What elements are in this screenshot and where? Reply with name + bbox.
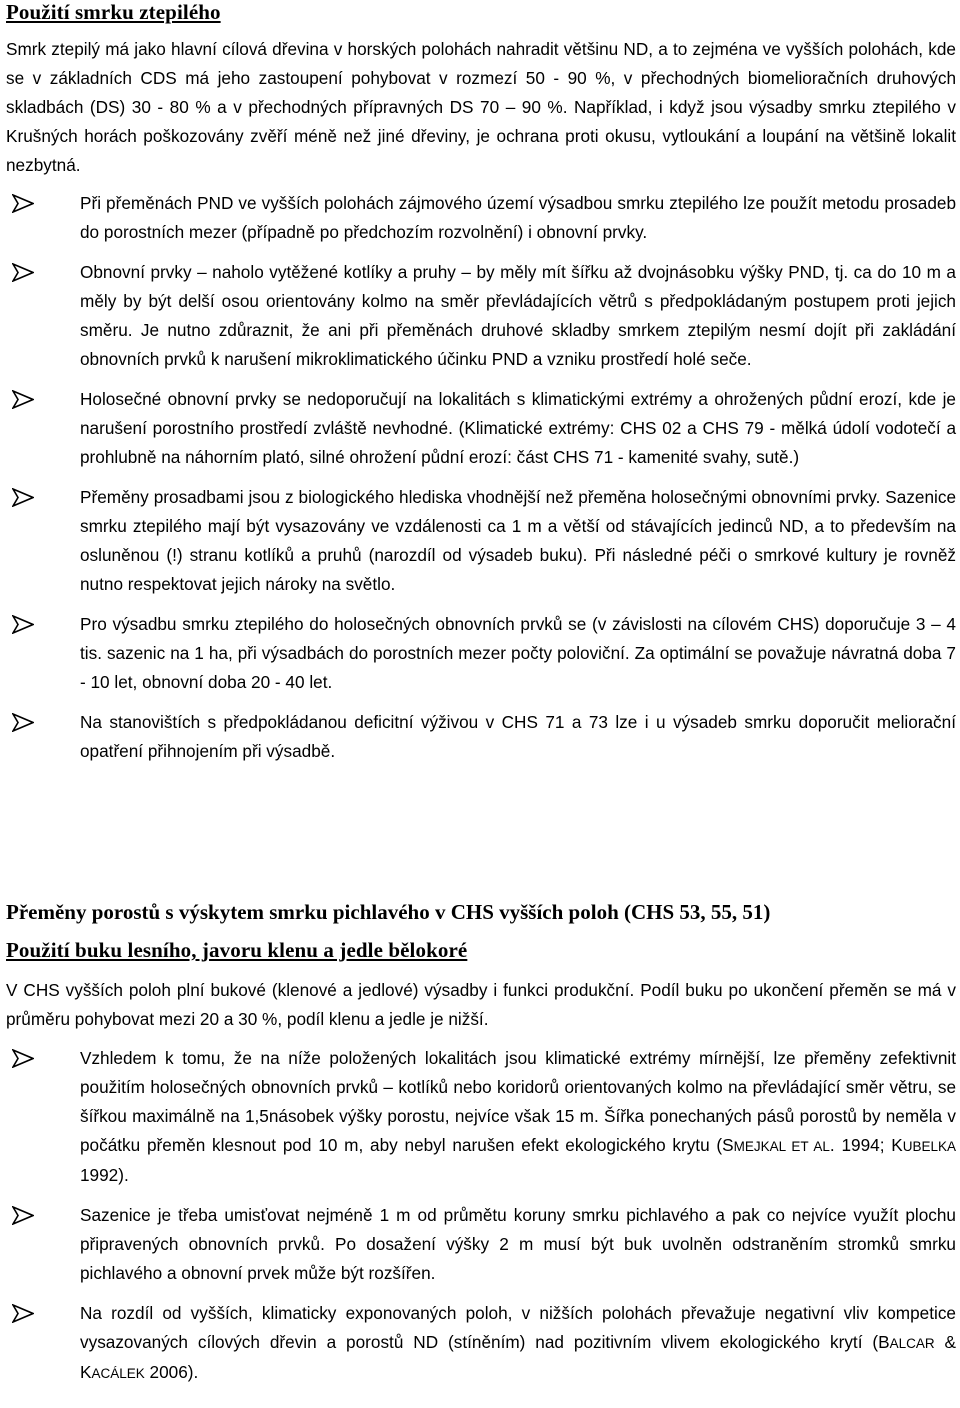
author-citation: BALCAR (878, 1332, 935, 1352)
list-item (0, 189, 956, 247)
arrowhead-bullet-icon (12, 488, 34, 507)
author-citation: SMEJKAL ET AL (722, 1135, 830, 1155)
list-item-text: Přeměny prosadbami jsou z biologického hlediska vhodnější než přeměna holosečnými obnovními prvky. Sazenice smrku ztepilého mají být vysazovány ve vzdálenosti ca 1 m a větší od stávajících jedinců ND, a to především na osluněnou (!) stranu kotlíků a pruhů (narozdíl od výsadeb buku). Při následné péči o smrkové kultury je rovněž nutno respektovat jejich nároky na světlo. (80, 487, 956, 594)
list-item (0, 385, 956, 472)
arrowhead-bullet-icon (12, 1206, 34, 1225)
list-item-text: Obnovní prvky – naholo vytěžené kotlíky a pruhy – by měly mít šířku až dvojnásobku výšky PND, tj. ca do 10 m a měly by být delší osou orientovány kolmo na směr převládajících větrů s předpokládaným postupem proti jejich směru. Je nutno zdůraznit, že ani při přeměnách druhové skladby smrkem ztepilým nesmí dojít při zakládání obnovních prvků k narušení mikroklimatického účinku PND a vzniku prostředí holé seče. (80, 262, 956, 369)
arrowhead-bullet-icon (12, 390, 34, 409)
list-item-text: Na rozdíl od vyšších, klimaticky exponovaných poloh, v nižších polohách převažuje negativní vliv kompetice vysazovaných cílových dřevin a porostů ND (stíněním) nad pozitivním vlivem ekologického krytí (BALCAR & KACÁLEK 2006). (80, 1303, 956, 1382)
list-item (0, 1044, 956, 1190)
bullet-list (0, 189, 960, 777)
list-item-text: Pro výsadbu smrku ztepilého do holosečných obnovních prvků se (v závislosti na cílovém CHS) doporučuje 3 – 4 tis. sazenic na 1 ha, při výsadbách do porostních mezer počty poloviční. Za optimální se považuje návratná doba 7 - 10 let, obnovní doba 20 - 40 let. (80, 614, 956, 692)
arrowhead-bullet-icon (12, 1304, 34, 1323)
arrowhead-bullet-icon (12, 263, 34, 282)
arrowhead-bullet-icon (12, 615, 34, 634)
section-title: Přeměny porostů s výskytem smrku pichlavého v CHS vyšších poloh (CHS 53, 55, 51) (6, 900, 771, 924)
author-citation: KUBELKA (891, 1135, 957, 1155)
list-item (0, 708, 956, 766)
section-heading: Použití smrku ztepilého (6, 0, 221, 24)
arrowhead-bullet-icon (12, 194, 34, 213)
list-item-text: Sazenice je třeba umisťovat nejméně 1 m od průmětu koruny smrku pichlavého a pak co nejvíce využít plochu připravených obnovních prvků. Po dosažení výšky 2 m musí být buk uvolněn odstraněním stromků smrku pichlavého a obnovní prvek může být rozšířen. (80, 1205, 956, 1283)
section-subheading: Použití buku lesního, javoru klenu a jedle bělokoré (6, 938, 468, 962)
list-item-text: Při přeměnách PND ve vyšších polohách zájmového území výsadbou smrku ztepilého lze použít metodu prosadeb do porostních mezer (případně po předchozím rozvolnění) i obnovní prvky. (80, 193, 956, 242)
section2-intro-paragraph: V CHS vyšších poloh plní bukové (klenové a jedlové) výsadby i funkci produkční. Podíl buku po ukončení přeměn se má v průměru pohybovat mezi 20 a 30 %, podíl klenu a jedle je nižší. (6, 980, 956, 1029)
author-citation: KACÁLEK (80, 1362, 145, 1382)
list-item (0, 1299, 956, 1388)
list-item (0, 610, 956, 697)
intro-paragraph: Smrk ztepilý má jako hlavní cílová dřevina v horských polohách nahradit většinu ND, a to zejména ve vyšších polohách, kde se v základních CDS má jeho zastoupení pohybovat v rozmezí 50 - 90 %, v přechodných biomelioračních druhových skladbách (DS) 30 - 80 % a v přechodných přípravných DS 70 – 90 %. Například, i když jsou výsadby smrku ztepilého v Krušných horách poškozovány zvěří méně než jiné dřeviny, je ochrana proti okusu, vytloukání a loupání na většině lokalit nezbytná. (6, 39, 956, 175)
arrowhead-bullet-icon (12, 1049, 34, 1068)
list-item (0, 483, 956, 599)
list-item (0, 258, 956, 374)
arrowhead-bullet-icon (12, 713, 34, 732)
list-item (0, 1201, 956, 1288)
bullet-list-2 (0, 1044, 960, 1399)
list-item-text: Na stanovištích s předpokládanou deficitní výživou v CHS 71 a 73 lze i u výsadeb smrku doporučit meliorační opatření přihnojením při výsadbě. (80, 712, 956, 761)
list-item-text: Vzhledem k tomu, že na níže položených lokalitách jsou klimatické extrémy mírnější, lze přeměny zefektivnit použitím holosečných obnovních prvků – kotlíků nebo koridorů orientovaných kolmo na převládající směr větru, se šířkou maximálně na 1,5násobek výšky porostu, nejvíce však 15 m. Šířka ponechaných pásů porostů by neměla v počátku přeměn klesnout pod 10 m, aby nebyl narušen efekt ekologického krytu (SMEJKAL ET AL. 1994; KUBELKA 1992). (80, 1048, 957, 1185)
list-item-text: Holosečné obnovní prvky se nedoporučují na lokalitách s klimatickými extrémy a ohrožených půdní erozí, kde je narušení porostního prostředí zvláště nevhodné. (Klimatické extrémy: CHS 02 a CHS 79 - mělká údolí vodotečí a prohlubně na náhorním plató, silné ohrožení půdní erozí: část CHS 71 - kamenité svahy, sutě.) (80, 389, 956, 467)
